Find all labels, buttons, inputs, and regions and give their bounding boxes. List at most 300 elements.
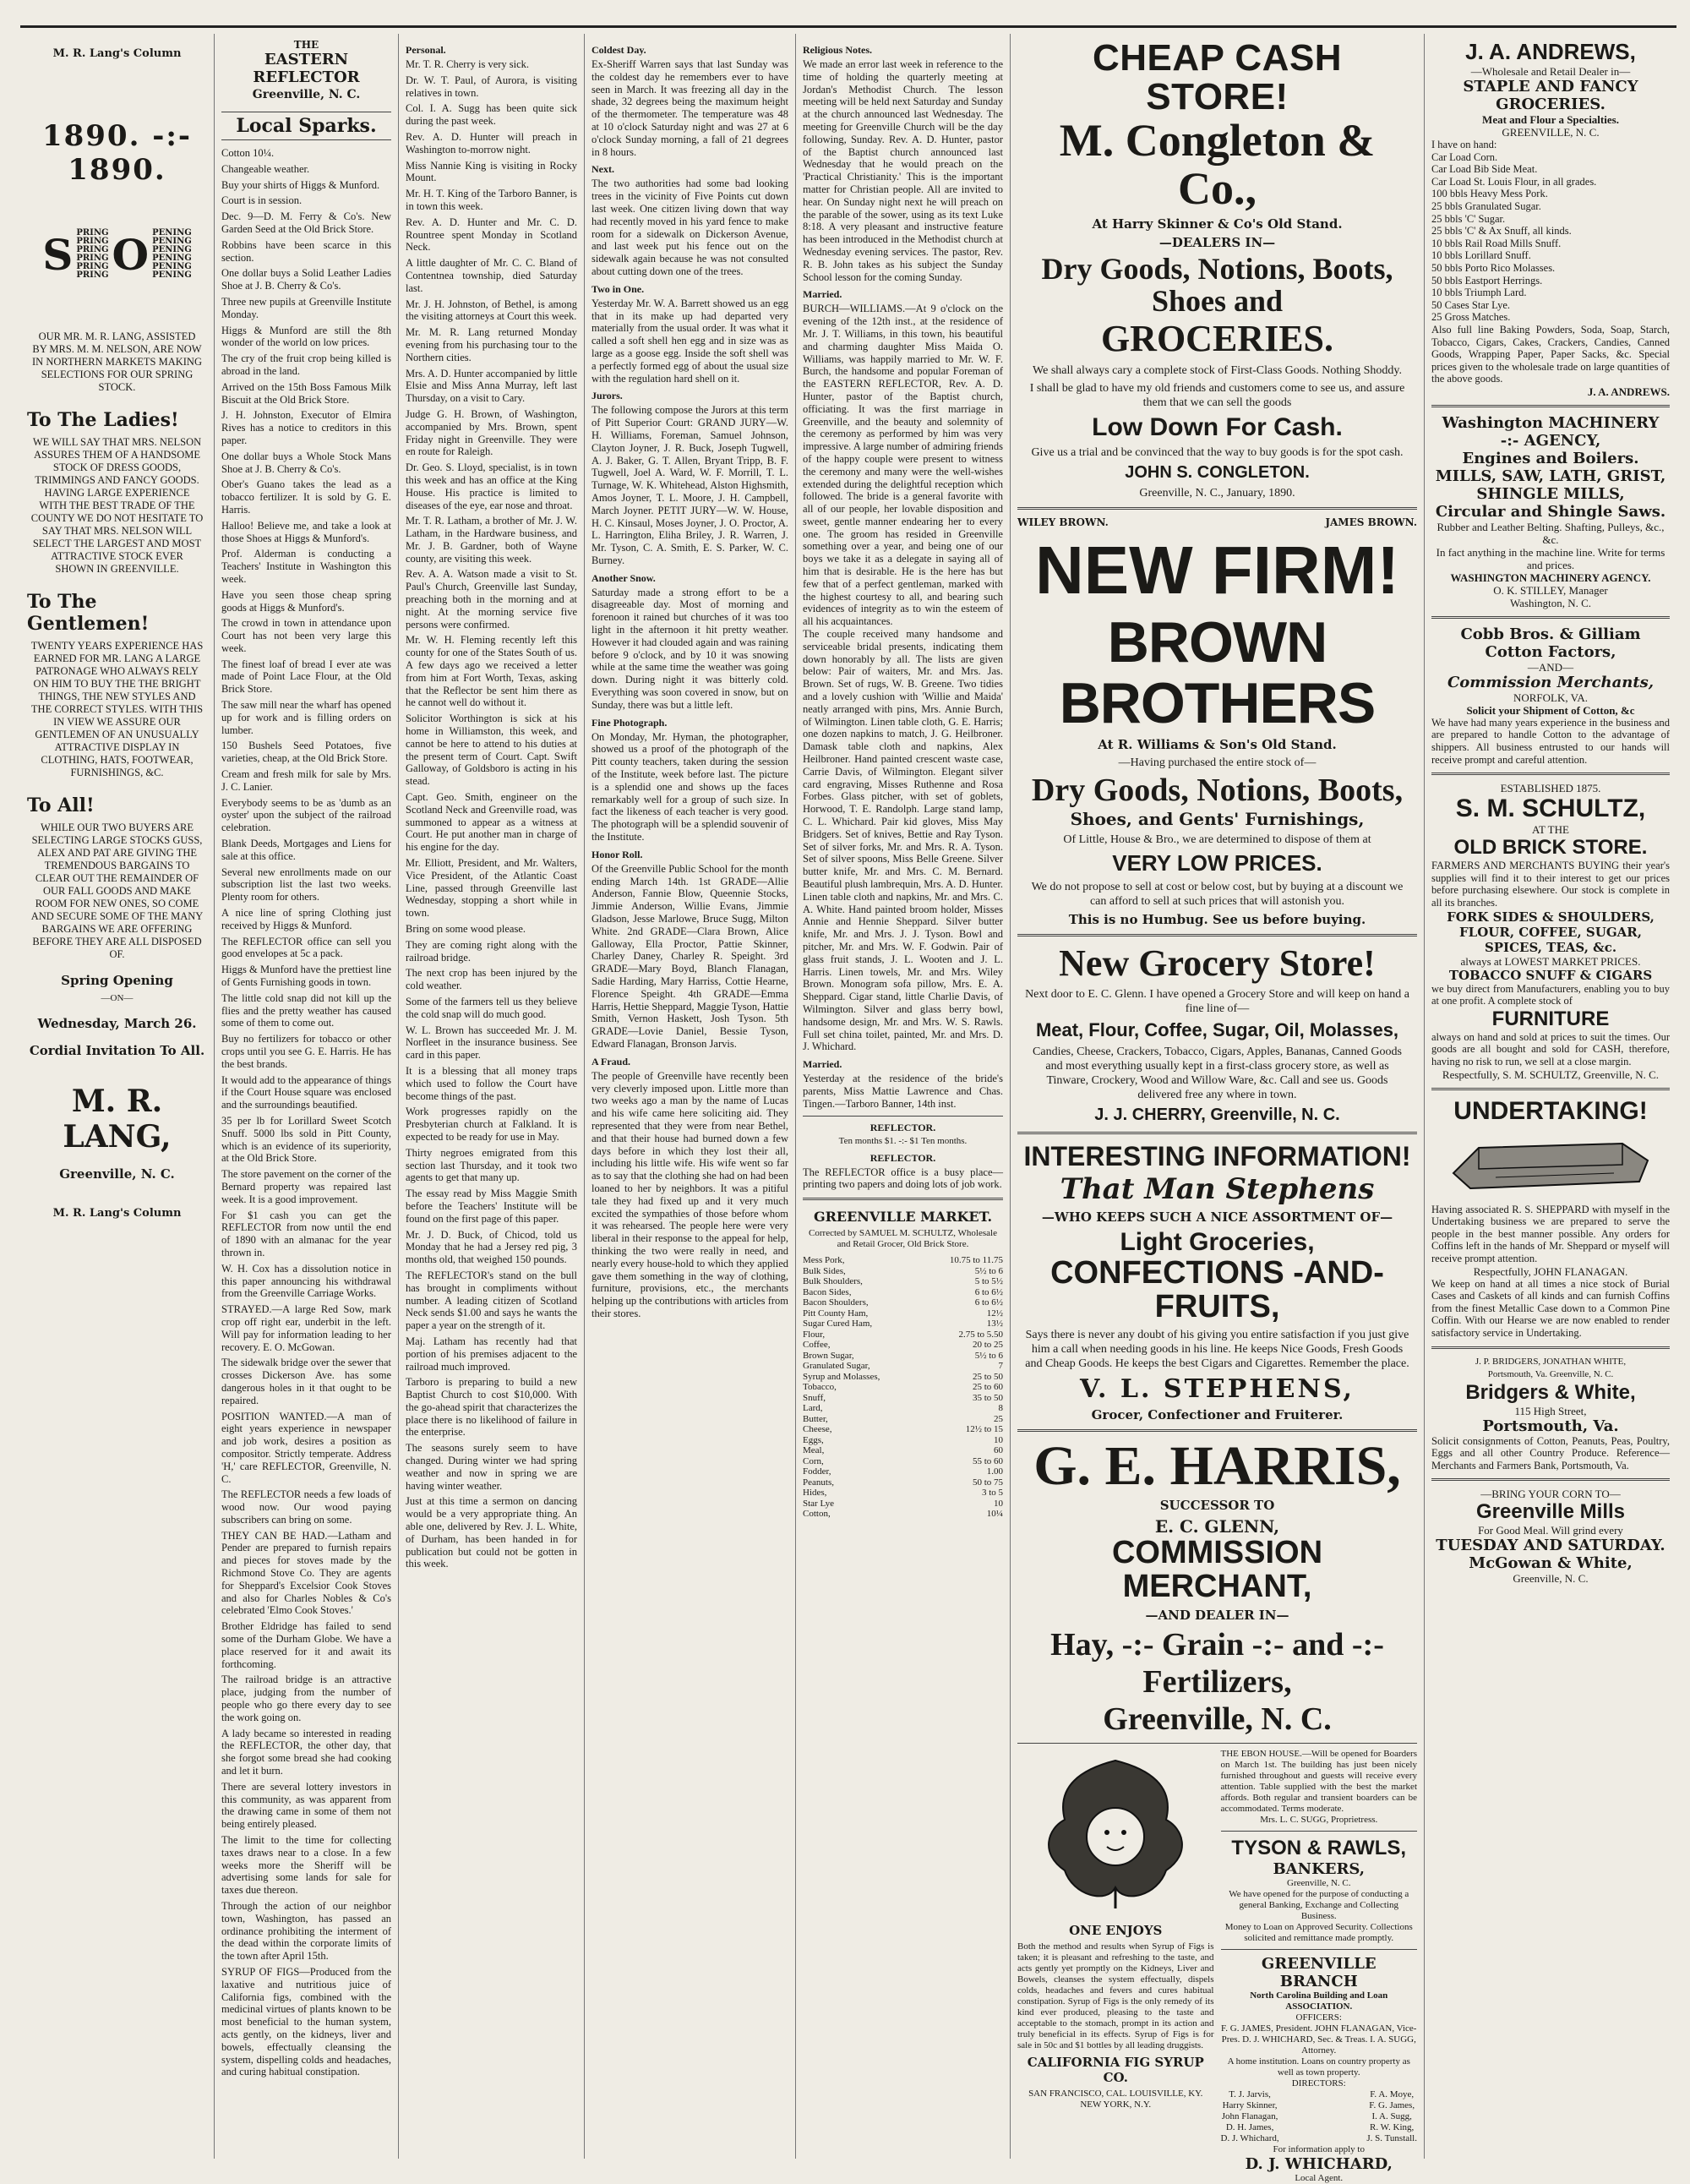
market-item: Lard, (803, 1403, 823, 1414)
andrews-sub: —Wholesale and Retail Dealer in— (1470, 65, 1631, 78)
machinery-text: In fact anything in the machine line. Write for terms and prices. (1436, 545, 1665, 571)
personal-item: Mr. T. R. Cherry is very sick. (406, 58, 530, 70)
divider (1431, 405, 1670, 407)
personal-item: Mr. J. D. Buck, of Chicod, told us Monday that he had a Jersey red pig, 3 months old, that weighed 150 pounds. (406, 1228, 577, 1266)
local-agent: Local Agent. (1295, 2172, 1344, 2183)
market-title: GREENVILLE MARKET. (813, 1209, 993, 1226)
market-item: Eggs, (803, 1434, 824, 1445)
divider (803, 1116, 1003, 1117)
washington-town: Washington, N. C. (1509, 596, 1592, 609)
ebon-house: THE EBON HOUSE.—Will be opened for Boarders on March 1st. The building has just been nicely furnished throughout and guests will receive every attention. Table supplied with the best the market affords. Both regular and transient boarders can be accommodated. Terms moderate. (1220, 1748, 1417, 1814)
religious-sections (803, 44, 1003, 1111)
andrews-list (1431, 151, 1670, 324)
andrews-item: 50 Cases Star Lye. (1431, 298, 1511, 311)
divider (1431, 616, 1670, 619)
market-row (803, 1477, 1003, 1488)
commission-merchant: COMMISSION MERCHANT, (1111, 1535, 1323, 1604)
divider (1017, 934, 1417, 936)
divider (803, 1198, 1003, 1200)
pening-stack: PENING PENING PENING PENING PENING PENING (152, 228, 192, 280)
market-row (803, 1488, 1003, 1499)
director-name: F. A. Moye, (1370, 2088, 1415, 2099)
director-name: D. J. Whichard, (1220, 2132, 1279, 2143)
circular-saws: Circular and Shingle Saws. (1435, 502, 1666, 521)
cordial-invitation: Cordial Invitation To All. (29, 1043, 205, 1058)
casket-illustration (1445, 1131, 1656, 1198)
partner-wiley: WILEY BROWN. (1017, 516, 1109, 529)
local-item: Have you seen those cheap spring goods at Higgs & Munford's. (221, 588, 391, 614)
good-meal: For Good Meal. Will grind every (1478, 1524, 1623, 1537)
andrews-name: J. A. ANDREWS, (1465, 39, 1636, 64)
section-heading: Another Snow. (592, 571, 656, 584)
local-sparks-column (215, 34, 399, 2159)
market-item: Tobacco, (803, 1382, 837, 1393)
brown-goods: Dry Goods, Notions, Boots, (1031, 773, 1404, 809)
personal-item: Capt. Geo. Smith, engineer on the Scotland Neck and Greenville road, was summoned to appear as a witness at Court. He put another man in charge of his engine for the day. (406, 791, 577, 854)
market-row (803, 1308, 1003, 1319)
schultz-resp: Respectfully, S. M. SCHULTZ, Greenville, N. C. (1442, 1067, 1660, 1081)
on-label: —ON— (101, 993, 134, 1003)
fig-syrup-ad (1017, 1749, 1214, 2184)
market-item: Mess Pork, (803, 1255, 845, 1266)
solicit-line: Solicit your Shipment of Cotton, &c (1466, 703, 1635, 717)
divider (1017, 507, 1417, 510)
andrews-item: 100 bbls Heavy Mess Pork. (1431, 188, 1548, 200)
stephens-text: Says there is never any doubt of his giving you entire satisfaction if you just give him a call when needing goods in his line. He keeps Nice Goods, Fresh Goods and Cheap Goods. He keeps the best Cigars and Cigarettes. Remember the place. (1025, 1329, 1409, 1371)
andrews-item: Car Load Bib Side Meat. (1431, 163, 1538, 176)
cheap-cash-store: CHEAP CASH STORE! (1092, 37, 1343, 118)
grocery-text-1: Next door to E. C. Glenn. I have opened a Grocery Store and will keep on hand a fine line of— (1025, 988, 1409, 1016)
congleton-text-1: We shall always cary a complete stock of First-Class Goods. Nothing Shoddy. (1033, 364, 1402, 378)
market-price: 5 to 5½ (974, 1276, 1003, 1287)
section-heading: Coldest Day. (592, 44, 646, 56)
personal-item: Solicitor Worthington is sick at his home in Williamston, this week, and cannot be here to attend to his duties at the present term of Court. Capt. Swift Galloway, of Goldsboro is acting in his stead. (406, 713, 577, 788)
harris-ad (1017, 1435, 1417, 1738)
market-row (803, 1361, 1003, 1372)
local-item: Changeable weather. (221, 162, 310, 175)
bank-ads (1221, 1749, 1418, 2184)
divider (1017, 1132, 1417, 1134)
section-text: We made an error last week in reference to the time of holding the quarterly meeting at Jordan's Methodist Church. The lesson meeting will be held next Saturday and Sunday at the church announced last Wednesday. The meeting for Greenville Church will be the day following, Sunday. Rev. A. D. Hunter, pastor of the Baptist church announced last Wednesday that he would preach on the 'Practical Christianity.' This is the important matter for Christian people. All are invited to hear. On Sunday night next he will preach on the parable of the sower, using as its text Luke 8:18. A very pleasant and instructive feature has been introduced in the Methodist church at Wednesday evening services. The pastor, Rev. R. B. John takes as his subject the Sunday School lesson for the coming Sunday. (803, 58, 1003, 283)
market-row (803, 1255, 1003, 1266)
market-row (803, 1499, 1003, 1510)
intro-text: OUR MR. M. R. LANG, ASSISTED BY MRS. M. M. NELSON, ARE NOW IN NORTHERN MARKETS MAKING SELECTIONS FOR OUR SPRING STOCK. (32, 330, 202, 393)
section-text: The couple received many handsome and serviceable bridal presents, indicating them down honorably by all. The lists are given below: Pair of waiters, Mr. and Mrs. Jas. Brown. Set of rugs, W. B. Greene. Two tidies and a lovely cushion with 'Willie and Maida' neatly arranged with pins, Mrs. Annie Burch, of Wilmington. Linen table cloth, G. E. Harris; one dozen napkins to match, J. G. Heilbroner. Damask table cloth and napkins, Alex Heilbroner. Hand painted crescent waste case, Carrie Davis, of Wilmington. Elegant silver card engraving, Misses Ruthenne and Rosa Forbes. Glass pitcher, with set of goblets, Horwood, T. E. Randolph. Large stand lamp, C. L. Whichard. Pair kid gloves, Miss May Bridgers. Set of knives, Bettie and Ray Tyson. Set of silver forks, Mr. and Mrs. R. A. Tyson. Set of silver spoons, Miss Belle Greene. Silver butter knife, Mr. and Mrs. C. M. Bernard. Beautiful plush lambrequin, Mrs. A. D. Hunter. Linen table cloth and napkins, Mr. and Mrs. C. A. White. Hand painted broom holder, Misses Annie and Hennie Sheppard. Silver butter knife, Mr. and Mrs. J. J. Tyson. Bowl and pitcher, Mr. and Mrs. W. F. Godwin. Pair of glass fruit stands, J. L. Wooten and J. L. Harris. Linen towels, Mr. and Mrs. Wiley Brown. Monogram sofa pillow, Mrs. E. A. Sheppard. Cigar stand, little Charlie Davis, of Wilmington. Silver and glass berry bowl, handsome design, Mr. and Mrs. W. S. Rawls. Full set china toilet, painted, Mr. and Mrs. D. J. Whichard. (803, 628, 1003, 1053)
market-item: Cheese, (803, 1424, 832, 1435)
market-subtitle: Corrected by SAMUEL M. SCHULTZ, Wholesale and Retail Grocer, Old Brick Store. (809, 1228, 997, 1250)
market-price: 12½ to 15 (965, 1424, 1003, 1435)
new-firm: NEW FIRM! (1034, 532, 1399, 609)
divider (1431, 1478, 1670, 1481)
local-sparks-heading: Local Sparks. (221, 112, 391, 140)
brown-location: At R. Williams & Son's Old Stand. (1098, 737, 1337, 753)
personal-item: Dr. Geo. S. Lloyd, specialist, is in town this week and has an office at the King House. His practice is limited to diseases of the eye, ear nose and throat. (406, 461, 577, 511)
local-item: Buy no fertilizers for tobacco or other crops until you see G. E. Harris. He has the best brands. (221, 1033, 391, 1070)
local-item: J. H. Johnston, Executor of Elmira Rives has a notice to creditors in this paper. (221, 409, 391, 446)
local-item: Court is in session. (221, 194, 303, 207)
personal-item: Just at this time a sermon on dancing would be a very appropriate thing. An able one, delivered by Rev. J. L. White, of Durham, has been handed in for publication but could not be gotten in this week. (406, 1495, 577, 1570)
market-price: 10 (994, 1434, 1003, 1445)
andrews-text: Also full line Baking Powders, Soda, Soap, Starch, Tobacco, Cigars, Cakes, Crackers, Candies, Canned Goods, Wrapping Paper, Paper Sacks, &c. Special prices given to the wholesale trade on large quantities of the above goods. (1431, 323, 1670, 385)
local-item: SYRUP OF FIGS—Produced from the laxative and nutritious juice of California figs, combined with the medicinal virtues of plants known to be most beneficial to the human system, acts gently, on the kidneys, liver and bowels, effectually cleansing the system, dispelling colds and headaches, and curing habitual constipation. (221, 1965, 391, 2078)
personal-item: Dr. W. T. Paul, of Aurora, is visiting relatives in town. (406, 74, 577, 99)
brown-brothers-ad (1017, 516, 1417, 927)
brown-text-2: Of Little, House & Bro., we are determined to dispose of them at (1063, 833, 1371, 846)
confections-fruits: CONFECTIONS -AND- FRUITS, (1050, 1255, 1384, 1325)
reflector-subscription: Ten months $1. -:- $1 Ten months. (838, 1135, 968, 1146)
director-name: J. S. Tunstall. (1366, 2132, 1417, 2143)
market-row (803, 1424, 1003, 1435)
congleton-text-3: Give us a trial and be convinced that the way to buy goods is for the spot cash. (1031, 446, 1404, 460)
spring-opening: Spring Opening (61, 973, 173, 988)
personal-item: Mr. Elliott, President, and Mr. Walters, Vice President, of the Atlantic Coast Line, passed through Greenville last Wednesday, stopping a short while in town. (406, 857, 577, 920)
market-row (803, 1435, 1003, 1446)
info-label: For information apply to (1273, 2143, 1365, 2154)
market-row (803, 1414, 1003, 1425)
local-item: 150 Bushels Seed Potatoes, five varieties, cheap, at the Old Brick Store. (221, 740, 391, 765)
market-item: Brown Sugar, (803, 1350, 854, 1361)
low-down-for-cash: Low Down For Cash. (1092, 413, 1343, 442)
market-item: Flour, (803, 1329, 826, 1340)
market-item: Snuff, (803, 1392, 826, 1403)
market-table (803, 1255, 1003, 1520)
market-price: 25 to 50 (972, 1371, 1003, 1382)
market-price: 25 (994, 1413, 1003, 1424)
market-price: 13½ (986, 1319, 1003, 1330)
andrews-signature: J. A. ANDREWS. (1587, 385, 1670, 398)
bridgers-white: Bridgers & White, (1465, 1380, 1636, 1404)
column-footer: M. R. Lang's Column (52, 1207, 182, 1220)
market-item: Bulk Sides, (803, 1265, 846, 1276)
market-item: Fodder, (803, 1466, 831, 1477)
personal-item: Col. I. A. Sugg has been quite sick during the past week. (406, 102, 577, 128)
cobb-text: We have had many years experience in the business and are prepared to handle Cotton to the advantage of shippers. All business entrusted to our hands will receive prompt and careful attention. (1431, 716, 1670, 766)
personal-item: Judge G. H. Brown, of Washington, accompanied by Mrs. Brown, spent Friday night in Greenville. They were en route for Raleigh. (406, 407, 577, 458)
meat-flour-line: Meat, Flour, Coffee, Sugar, Oil, Molasses, (1035, 1019, 1399, 1041)
bring-corn: —BRING YOUR CORN TO— (1480, 1488, 1621, 1501)
market-price: 12½ (986, 1308, 1003, 1319)
personal-item: Miss Nannie King is visiting in Rocky Mount. (406, 159, 577, 184)
old-brick-store: OLD BRICK STORE. (1453, 836, 1648, 860)
interesting-information: INTERESTING INFORMATION! (1023, 1141, 1411, 1172)
personal-item: It is a blessing that all money traps which used to follow the Court have become things of the past. (406, 1064, 577, 1102)
personal-item: Rev. A. A. Watson made a visit to St. Paul's Church, Greenville last Sunday, preaching both in the morning and at night. At the morning service five persons were confirmed. (406, 568, 577, 631)
andrews-item: 50 bbls Eastport Herrings. (1431, 274, 1543, 287)
cotton-factors: Cotton Factors, (1485, 642, 1616, 661)
bankers: BANKERS, (1273, 1859, 1366, 1878)
market-price: 20 to 25 (972, 1340, 1003, 1351)
grocer-line: Grocer, Confectioner and Fruiterer. (1091, 1407, 1344, 1423)
pring-stack: PRING PRING PRING PRING PRING PRING (76, 228, 109, 280)
andrews-item: 10 bbls Rail Road Mills Snuff. (1431, 237, 1562, 249)
section-text: The following compose the Jurors at this term of Pitt Superior Court: GRAND JURY—W. H. Williams, Foreman, Samuel Johnson, Clayton Joyner, J. R. Buck, Joseph Tugwell, A. J. Baker, G. T. Allen, Bryant Tripp, B. F. Tugwell, Joel A. Ward, W. F. Morrill, T. L. Turnage, W. K. Whitehead, Alston Highsmith, Amos Joyner, T. L. Moore, J. H. Campbell, March Joyner. PETIT JURY—W. W. House, H. C. Kinsaul, Moses Joyner, J. O. Proctor, A. L. Harrington, Eliha Briley, J. R. Warren, J. Mr. Tyson, C. A. Smith, E. S. Parker, W. C. Burney. (592, 404, 788, 566)
tyson-rawls-text: We have opened for the purpose of conducting a general Banking, Exchange and Collecting Business. (1229, 1888, 1409, 1921)
market-row (803, 1287, 1003, 1298)
officers-label: OFFICERS: (1295, 2012, 1342, 2023)
masthead-the: THE (293, 39, 319, 51)
director-name: D. H. James, (1225, 2121, 1274, 2132)
market-row (803, 1466, 1003, 1477)
andrews-item: Car Load Corn. (1431, 150, 1498, 163)
director-name: R. W. King, (1370, 2121, 1415, 2132)
local-item: Robbins have been scarce in this section. (221, 238, 391, 264)
masthead (221, 39, 391, 101)
section-heading: Next. (592, 163, 614, 176)
market-row (803, 1445, 1003, 1456)
local-item: The limit to the time for collecting taxes draws near to a close. In a few weeks more the Sheriff will be advertising some lands for sale for taxes due thereon. (221, 1834, 391, 1897)
market-price: 10 (994, 1498, 1003, 1509)
section-text: BURCH—WILLIAMS.—At 9 o'clock on the evening of the 12th inst., at the residence of Mr. J. T. Williams, in this town, his beautiful and charming daughter Miss Maida O. Williams, was happily married to Mr. W. F. Burch, the handsome and popular Foreman of the EASTERN REFLECTOR, Rev. A. D. Hunter, pastor of the Baptist church, officiating. It was the first marriage in Greenville, and the beauty and solemnity of the ceremony as performed by him was very impressive. A large number of admiring friends of the happy couple were present to witness the ceremony and many were the well-wishes extended during the delightful reception which followed. The bride is a general favorite with all of our people, her lovable disposition and sweet, gentle manner endearing her to every one. The groom has resided in Greenville something over a year, and being one of our boys we take it as a delegate in saying all of him that is desirable. He is the here has but few that of a perfect gentleman, marked with the highest courtesy to all, and bearing such evidences of integrity as to win the esteem of all his acquaintances. (803, 303, 1003, 628)
section-heading: Jurors. (592, 390, 623, 402)
personal-item: A little daughter of Mr. C. C. Bland of Contentnea township, died Saturday last. (406, 257, 577, 294)
local-item: Several new enrollments made on our subscription list the last two weeks. Plenty room for others. (221, 865, 391, 904)
market-item: Cotton, (803, 1509, 831, 1520)
brown-text-1: —Having purchased the entire stock of— (1118, 756, 1317, 770)
fig-cities: SAN FRANCISCO, CAL. LOUISVILLE, KY. NEW YORK, N.Y. (1028, 2088, 1203, 2110)
market-item: Granulated Sugar, (803, 1361, 870, 1372)
market-item: Hides, (803, 1488, 827, 1499)
officers-list: F. G. JAMES, President. JOHN FLANAGAN, Vice-Pres. D. J. WHICHARD, Sec. & Treas. I. A. SUGG, Attorney. (1221, 2023, 1417, 2056)
section-heading: Married. (803, 1058, 842, 1071)
established: ESTABLISHED 1875. (1500, 782, 1601, 795)
personal-item: Thirty negroes emigrated from this section last Thursday, and it took two agents to get that many up. (406, 1146, 577, 1184)
local-item: Buy your shirts of Higgs & Munford. (221, 178, 380, 191)
partner-names (1017, 516, 1417, 528)
keeps-line: —WHO KEEPS SUCH A NICE ASSORTMENT OF— (1041, 1209, 1393, 1226)
personal-item: The REFLECTOR's stand on the bull has brought in compliments without number. A leading citizen of Scotland Neck sends $1.00 and says he wants the paper a year on the strength of it. (406, 1269, 577, 1332)
big-letter-o: O (112, 229, 150, 280)
cobb-bros: Cobb Bros. & Gilliam (1460, 625, 1641, 643)
cherry-signature: J. J. CHERRY, Greenville, N. C. (1094, 1106, 1340, 1125)
schultz-ad (1431, 782, 1670, 1080)
undertaking-text-2: We keep on hand at all times a nice stock of Burial Cases and Caskets of all kinds and can furnish Coffins from the finest Metallic Case down to a Common Pine Coffin. With our Hearse we are now enabled to render satisfactory service in Undertaking. (1431, 1277, 1670, 1339)
divider (1017, 1429, 1417, 1432)
market-price: 2.75 to 5.50 (958, 1329, 1003, 1340)
news-column (585, 34, 796, 2159)
dealers-in: —DEALERS IN— (1158, 234, 1276, 250)
lang-column (20, 34, 215, 2159)
partner-james: JAMES BROWN. (1325, 516, 1417, 529)
section-text: Yesterday at the residence of the bride's parents, Miss Mattie Lawrence and Chas. Tingen.—Tarboro Banner, 14th inst. (803, 1073, 1003, 1110)
market-item: Bacon Sides, (803, 1286, 852, 1297)
andrews-item: 25 bbls 'C' Sugar. (1431, 212, 1506, 225)
local-item: The cry of the fruit crop being killed is abroad in the land. (221, 352, 391, 377)
market-price: 6 to 6½ (974, 1286, 1003, 1297)
local-item: A lady became so interested in reading the REFLECTOR, the other day, that she forgot some bread she had cooking and let it burn. (221, 1727, 391, 1777)
market-price: 10.75 to 11.75 (949, 1255, 1003, 1266)
local-item: The finest loaf of bread I ever ate was made of Point Lace Flour, at the Old Brick Store. (221, 658, 391, 696)
successor-to: SUCCESSOR TO (1159, 1498, 1275, 1514)
personal-item: Mr. H. T. King of the Tarboro Banner, is in town this week. (406, 188, 577, 212)
washington-machinery: Washington MACHINERY -:- AGENCY, (1442, 413, 1660, 450)
tuesday-saturday: TUESDAY AND SATURDAY. (1436, 1537, 1665, 1555)
all-heading: To All! (27, 794, 95, 816)
gentlemen-heading: To The Gentlemen! (27, 591, 150, 635)
opening-date: Wednesday, March 26. (37, 1016, 197, 1031)
undertaking: UNDERTAKING! (1453, 1096, 1648, 1125)
personal-item: Rev. A. D. Hunter will preach in Washington to-morrow night. (406, 130, 577, 156)
commission-merchants: Commission Merchants, (1447, 673, 1655, 691)
market-row (803, 1382, 1003, 1393)
tobacco-snuff: TOBACCO SNUFF & CIGARS (1448, 967, 1653, 983)
local-sparks-list (221, 147, 391, 2078)
market-price: 6 to 6½ (974, 1297, 1003, 1308)
very-low-prices: VERY LOW PRICES. (1112, 849, 1322, 876)
personal-item: Mr. T. R. Latham, a brother of Mr. J. W. Latham, in the Hardware business, and Mr. J. B. Gardner, both of Wayne county, are visiting this week. (406, 515, 577, 565)
personal-item: Mrs. A. D. Hunter accompanied by little Elsie and Miss Anna Murray, left last Thursday, on a visit to Cary. (406, 367, 577, 405)
andrews-item: 10 bbls Triumph Lard. (1431, 287, 1527, 299)
vl-stephens: V. L. STEPHENS, (1080, 1374, 1355, 1405)
and-dealer-in: —AND DEALER IN— (1145, 1607, 1289, 1623)
market-price: 7 (998, 1361, 1003, 1372)
section-text: Yesterday Mr. W. A. Barrett showed us an egg that in its make up had departed very materially from the usual order. It was what it called a soft shell hen egg and in size was as large as a goose egg. Inside the soft shell was a perfectly formed egg of about the usual size with the regulation hard shell on it. (592, 297, 788, 385)
section-heading: Married. (803, 288, 842, 301)
market-item: Syrup and Molasses, (803, 1371, 880, 1382)
tyson-rawls-town: Greenville, N. C. (1287, 1877, 1351, 1888)
section-heading: Religious Notes. (803, 44, 872, 56)
local-item: Halloo! Believe me, and take a look at those Shoes at Higgs & Munford's. (221, 519, 391, 544)
congleton-text-2: I shall be glad to have my old friends and customers come to see us, and assure them that we can sell the goods (1029, 382, 1405, 410)
schultz-text-2: we buy direct from Manufacturers, enabling you to buy at one profit. A complete stock of (1431, 982, 1670, 1007)
local-item: Three new pupils at Greenville Institute Monday. (221, 295, 391, 320)
no-humbug: This is no Humbug. See us before buying. (1068, 911, 1366, 927)
groceries-line: GROCERIES. (1100, 318, 1334, 360)
reflector-heading: REFLECTOR. (870, 1121, 936, 1133)
schultz-text: FARMERS AND MERCHANTS BUYING their year's supplies will find it to their interest to get our prices before purchasing elsewhere. Our stock is complete in all its branches. (1431, 860, 1670, 909)
fig-company: CALIFORNIA FIG SYRUP CO. (1027, 2054, 1204, 2085)
lower-ads (1017, 1749, 1417, 2184)
local-item: Cream and fresh milk for sale by Mrs. J. C. Lanier. (221, 768, 391, 793)
market-row (803, 1393, 1003, 1404)
market-price: 8 (998, 1403, 1003, 1414)
flanagan-sig: Respectfully, JOHN FLANAGAN. (1473, 1264, 1628, 1278)
masthead-name: EASTERN REFLECTOR (253, 51, 360, 86)
directors-right (1366, 2089, 1417, 2144)
on-hand-label: I have on hand: (1431, 139, 1497, 150)
market-item: Peanuts, (803, 1477, 834, 1488)
market-price: 1.00 (986, 1466, 1003, 1477)
new-grocery-store: New Grocery Store! (1059, 942, 1376, 984)
local-item: The little cold snap did not kill up the flies and the pretty weather has caused some of them to come out. (221, 991, 391, 1029)
portsmouth: Portsmouth, Va. (1482, 1417, 1619, 1435)
personal-item: Work progresses rapidly on the Presbyterian church at Falkland. It is expected to be ready for use in May. (406, 1106, 577, 1143)
cobb-ad (1431, 625, 1670, 766)
big-letter-s: S (42, 229, 74, 280)
market-row (803, 1297, 1003, 1308)
divider (1221, 1949, 1418, 1950)
brown-brothers: BROWN BROTHERS (1059, 610, 1376, 735)
norfolk: NORFOLK, VA. (1513, 691, 1588, 704)
personal-item: Rev. A. D. Hunter and Mr. C. D. Rountree spent Monday in Scotland Neck. (406, 216, 577, 254)
cherry-ad (1017, 943, 1417, 1125)
director-name: F. G. James, (1369, 2099, 1415, 2110)
director-name: T. J. Jarvis, (1229, 2088, 1271, 2099)
lowest-prices: always at LOWEST MARKET PRICES. (1460, 954, 1641, 968)
section-text: Of the Greenville Public School for the month ending March 14th. 1st GRADE—Allie Anderson, Fannie Blow, Queennie Stocks, Jimmie Anderson, Willie Evans, Jimmie Gladson, Jesse Marlowe, Bruce Sugg, Milton White. 2nd GRADE—Clara Brown, Alice Galloway, Ella Proctor, Pattie Skinner, Charley Daney, Charley R. Speight. 3rd GRADE—Mary Boyd, Blanch Flanagan, Sadie Harding, Mary Harriss, Cottie Hearne, Florence Speight. 4th GRADE—Emma Harris, Hettie Sheppard, Maggie Tyson, Hattie Smith, Vernon Haskett, Josh Tyson. 5th GRADE—Lovie Daniel, Bessie Tyson, Edward Flanagan, Bronson Jarvis. (592, 862, 788, 1050)
engines-boilers: Engines and Boilers. (1462, 449, 1639, 467)
local-item: Higgs & Munford have the prettiest line of Gents Furnishing goods in town. (221, 964, 391, 989)
andrews-item: 25 Gross Matches. (1431, 311, 1511, 324)
whichard-name: D. J. WHICHARD, (1245, 2154, 1393, 2173)
hay-grain-fertilizers: Hay, -:- Grain -:- and -:- Fertilizers, (1050, 1626, 1384, 1700)
andrews-item: Car Load St. Louis Flour, in all grades. (1431, 175, 1597, 188)
section-text: On Monday, Mr. Hyman, the photographer, showed us a proof of the photograph of the Pitt county teachers, taken during the session of the Institute, week before last. The picture is a splendid one and shows up the faces remarkably well for a group of such size. In fact the likeness of each teacher is very good. The photograph will be a splendid souvenir of the Institute. (592, 730, 788, 844)
religious-market-column (796, 34, 1011, 2159)
bridgers-towns: Portsmouth, Va. Greenville, N. C. (1487, 1368, 1614, 1379)
figs-text: Both the method and results when Syrup of Figs is taken; it is pleasant and refreshing to the taste, and acts gently yet promptly on the Kidneys, Liver and Bowels, cleanses the system effectually, dispels colds, headaches and fevers and cures habitual constipation. Syrup of Figs is the only remedy of its kind ever produced, pleasing to the taste and acceptable to the stomach, prompt in its action and truly beneficial in its effects. Syrup of Figs is for sale in 50c and $1 bottles by all leading druggists. (1017, 1941, 1214, 2050)
market-price: 10¼ (986, 1509, 1003, 1520)
greenville-mills: Greenville Mills (1475, 1500, 1626, 1524)
brown-shoes: Shoes, and Gents' Furnishings, (1070, 808, 1365, 829)
personal-item: The next crop has been injured by the cold weather. (406, 967, 577, 992)
market-price: 55 to 60 (972, 1455, 1003, 1466)
bridgers-partners: J. P. BRIDGERS, JONATHAN WHITE, (1475, 1356, 1627, 1367)
andrews-ad (1431, 39, 1670, 398)
harris-town: Greenville, N. C. (1103, 1701, 1332, 1737)
divider (1017, 1743, 1417, 1744)
personal-item: The seasons surely seem to have changed. During winter we had spring weather and now in spring we are having winter weather. (406, 1442, 577, 1492)
local-item: Arrived on the 15th Boss Famous Milk Biscuit at the Old Brick Store. (221, 380, 391, 406)
lang-name: M. R. LANG, (63, 1084, 172, 1155)
congleton-ad (1017, 39, 1417, 500)
section-text: Ex-Sheriff Warren says that last Sunday was the coldest day he remembers ever to have seen in March. It was freezing all day in the shade, 32 degrees being the maximum height of the thermometer. The temperature was 48 at 10 o'clock Saturday night and was 27 at 6 o'clock Sunday morning, a fall of 21 degrees in 8 hours. (592, 58, 788, 158)
belting-line: Rubber and Leather Belting. Shafting, Pulleys, &c., &c. (1436, 520, 1665, 546)
undertaking-ad (1431, 1097, 1670, 1340)
market-item: Pitt County Ham, (803, 1308, 869, 1319)
right-ads-column (1425, 34, 1676, 2159)
ge-harris: G. E. HARRIS, (1033, 1435, 1401, 1498)
section-text: The people of Greenville have recently been very cleverly imposed upon. Little more than two weeks ago a man by the name of Lucas and his wife came here soliciting aid. They represented that they were from near Bethel, and that their house had burned down a few days before in which they lost their all, including his little wife. His wife went so far as to say that the clothing she had on had been loaned to her by neighbors. It was a pitiful tale they had fixed up and it very much excited the sympathies of those before whom it was rehearsed. The people here were very liberal in their response to the appeal for help, thinking the two were really in need, and nearly every house-hold to which they applied gave them something in the way of clothing, furniture, provisions, etc., the merchants helping up the contributions with articles from their stores. (592, 1069, 788, 1319)
stilley-manager: O. K. STILLEY, Manager (1493, 583, 1608, 597)
section-heading: Honor Roll. (592, 848, 643, 860)
personal-item: Mr. J. H. Johnston, of Bethel, is among the visiting attorneys at Court this week. (406, 298, 577, 323)
spring-opening-graphic (27, 229, 207, 280)
undertaking-text: Having associated R. S. SHEPPARD with myself in the Undertaking business we are prepared to serve the people in the best manner possible. Any orders for Coffins left in the hands of Mr. Sheppard or myself will receive prompt attention. (1431, 1203, 1670, 1264)
local-item: There are several lottery investors in this community, as was apparent from the drawing came in some of them not being entirely pleased. (221, 1780, 391, 1831)
section-text: Saturday made a strong effort to be a disagreeable day. Most of morning and forenoon it rained but churches of it was too light in the afternoon it hit pretty weather. However it had clouded again and was raining before 9 o'clock, and by 10 it was snowing while at the same time the weather was going down. During night it was bitterly cold. Everything was soon covered in snow, but on Sunday, there was but a little left. (592, 586, 788, 711)
home-institution: A home institution. Loans on country property as well as town property. (1227, 2056, 1410, 2078)
one-enjoys: ONE ENJOYS (1069, 1922, 1163, 1938)
market-price: 50 to 75 (972, 1477, 1003, 1488)
divider (1431, 1088, 1670, 1090)
local-item: It would add to the appearance of things if the Court House square was enclosed and the surroundings beautified. (221, 1073, 391, 1111)
local-item: For $1 cash you can get the REFLECTOR from now until the end of 1890 with an almanac for the year thrown in. (221, 1209, 391, 1259)
personal-item: Mr. M. R. Lang returned Monday evening from his purchasing tour to the Northern cities. (406, 326, 577, 363)
section-heading: Fine Photograph. (592, 716, 668, 729)
market-row (803, 1340, 1003, 1351)
tyson-rawls-text-2: Money to Loan on Approved Security. Collections solicited and remittance made promptly. (1224, 1921, 1413, 1943)
local-item: The REFLECTOR office can sell you good envelopes at 5c a pack. (221, 935, 391, 960)
market-price: 5½ to 6 (974, 1350, 1003, 1361)
directors-list (1221, 2089, 1418, 2144)
local-item: Everybody seems to be as 'dumb as an oyster' upon the subject of the railroad celebration. (221, 796, 391, 834)
market-row (803, 1372, 1003, 1383)
at-the: AT THE (1532, 823, 1569, 837)
mills-ad (1431, 1488, 1670, 1585)
ads-column (1011, 34, 1425, 2183)
and-label: —AND— (1527, 660, 1574, 674)
market-price: 60 (994, 1445, 1003, 1456)
andrews-item: 10 bbls Lorillard Snuff. (1431, 249, 1531, 262)
that-man-stephens: That Man Stephens (1060, 1172, 1375, 1207)
reflector-heading-2: REFLECTOR. (870, 1151, 936, 1164)
local-item: Cotton 10¼. (221, 147, 275, 159)
market-row (803, 1266, 1003, 1277)
personal-column (399, 34, 585, 2159)
market-row (803, 1330, 1003, 1340)
ladies-text: WE WILL SAY THAT MRS. NELSON ASSURES THEM OF A HANDSOME STOCK OF DRESS GOODS, TRIMMINGS AND FANCY GOODS. HAVING LARGE EXPERIENCE WITH THE BEST TRADE OF THE COUNTY WE DO NOT HESITATE TO SAY THAT MRS. NELSON WILL SELECT THE LARGEST AND MOST ATTRACTIVE STOCK EVER SHOWN IN GREENVILLE. (30, 436, 204, 575)
congleton-name: M. Congleton & Co., (1059, 115, 1376, 215)
